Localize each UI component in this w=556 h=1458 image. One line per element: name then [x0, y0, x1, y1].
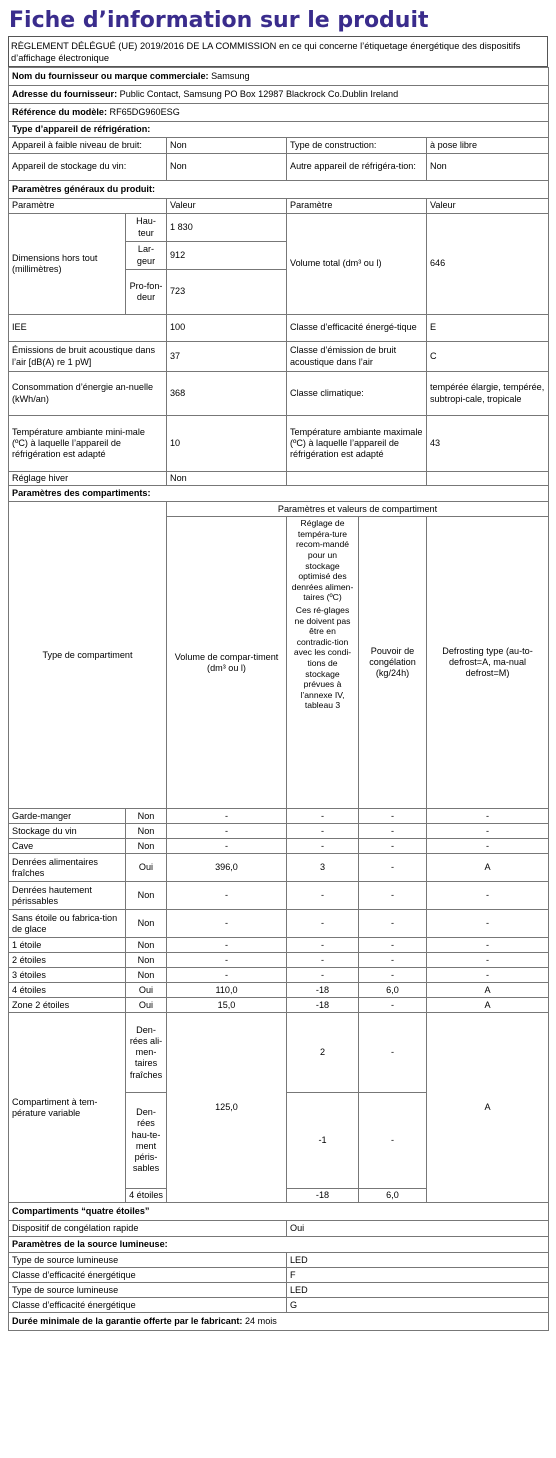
- compartment-name: 4 étoiles: [9, 983, 126, 998]
- warranty-row: [9, 1313, 549, 1331]
- compartment-present: Non: [126, 953, 167, 968]
- compartment-defrost: A: [427, 998, 549, 1013]
- col-header-temperature-b: Ces ré-glages ne doivent pas être en contradic-tion avec les condi-tions de stockage prévues à l’annexe IV, tableau 3: [293, 604, 352, 711]
- other-appliance-label: Autre appareil de réfrigéra-tion:: [287, 154, 427, 181]
- compartment-name: Denrées hautement périssables: [9, 882, 126, 910]
- max-temp-value: 43: [427, 416, 549, 472]
- supplier-value: Samsung: [211, 70, 250, 81]
- energy-class-value: E: [427, 315, 549, 342]
- winter-setting-value: Non: [167, 472, 287, 486]
- climate-class-label: Classe climatique:: [287, 372, 427, 416]
- climate-class-value: tempérée élargie, tempérée, subtropi-cale, tropicale: [427, 372, 549, 416]
- variable-sub-temp: -18: [287, 1189, 359, 1203]
- variable-sub-freeze: -: [359, 1093, 427, 1189]
- table-row: [9, 854, 549, 882]
- noise-label: Émissions de bruit acoustique dans l’air [dB(A) re 1 pW]: [9, 342, 167, 372]
- low-noise-label: Appareil à faible niveau de bruit:: [9, 138, 167, 154]
- table-row: [9, 882, 549, 910]
- table-row: [9, 938, 549, 953]
- dimensions-label: Dimensions hors tout (millimètres): [9, 214, 126, 315]
- energy-class-label: Classe d’efficacité énergé-tique: [287, 315, 427, 342]
- compartment-freeze: 6,0: [359, 983, 427, 998]
- annual-energy-value: 368: [167, 372, 287, 416]
- col-header-param: Paramètre: [9, 199, 167, 214]
- col-header-compartment-type: Type de compartiment: [9, 502, 167, 809]
- compartment-name: Stockage du vin: [9, 824, 126, 839]
- compartment-present: Oui: [126, 983, 167, 998]
- compartment-volume: -: [167, 824, 287, 839]
- compartment-defrost: -: [427, 839, 549, 854]
- table-row: [9, 824, 549, 839]
- iee-label: IEE: [9, 315, 167, 342]
- light-row-value: LED: [287, 1253, 549, 1268]
- depth-value: 723: [167, 270, 287, 315]
- compartment-present: Non: [126, 824, 167, 839]
- page-title: Fiche d’information sur le produit: [9, 8, 429, 33]
- compartment-present: Non: [126, 910, 167, 938]
- compartment-present: Non: [126, 882, 167, 910]
- min-temp-value: 10: [167, 416, 287, 472]
- compartment-defrost: -: [427, 882, 549, 910]
- compartment-defrost: -: [427, 809, 549, 824]
- compartment-present: Non: [126, 809, 167, 824]
- address-value: Public Contact, Samsung PO Box 12987 Blackrock Co.Dublin Ireland: [119, 88, 399, 99]
- compartment-name: 3 étoiles: [9, 968, 126, 983]
- compartment-name: Sans étoile ou fabrica-tion de glace: [9, 910, 126, 938]
- variable-compartment-volume: 125,0: [167, 1013, 287, 1203]
- light-row-label: Classe d’efficacité énergétique: [9, 1298, 287, 1313]
- compartment-name: Garde-manger: [9, 809, 126, 824]
- col-header-temperature: [287, 517, 359, 809]
- supplier-label: Nom du fournisseur ou marque commerciale:: [12, 70, 209, 81]
- col-header-defrost: Defrosting type (au-to-defrost=A, ma-nual defrost=M): [427, 517, 549, 809]
- warranty-label: Durée minimale de la garantie offerte par le fabricant:: [12, 1316, 243, 1327]
- regulation-text: RÈGLEMENT DÉLÉGUÉ (UE) 2019/2016 DE LA COMMISSION en ce qui concerne l’étiquetage énergétique des dispositifs d’affichage électronique: [8, 36, 548, 67]
- table-row: [9, 968, 549, 983]
- address-label: Adresse du fournisseur:: [12, 88, 118, 99]
- construction-label: Type de construction:: [287, 138, 427, 154]
- compartment-params-header: Paramètres des compartiments:: [9, 486, 549, 502]
- model-label: Référence du modèle:: [12, 106, 108, 117]
- iee-value: 100: [167, 315, 287, 342]
- variable-sub-name: Den-rées ali-men-taires fraîches: [126, 1013, 167, 1093]
- compartment-volume: -: [167, 809, 287, 824]
- table-row: [9, 839, 549, 854]
- compartment-freeze: -: [359, 809, 427, 824]
- compartment-freeze: -: [359, 998, 427, 1013]
- height-label: Hau-teur: [126, 214, 167, 242]
- col-header-param-2: Paramètre: [287, 199, 427, 214]
- col-header-volume: Volume de compar-timent (dm³ ou l): [167, 517, 287, 809]
- warranty-value: 24 mois: [244, 1316, 277, 1327]
- variable-sub-temp: 2: [287, 1013, 359, 1093]
- product-info-table: [8, 67, 549, 1331]
- depth-label: Pro-fon-deur: [126, 270, 167, 315]
- compartment-volume: -: [167, 839, 287, 854]
- table-row: [9, 998, 549, 1013]
- general-params-header: Paramètres généraux du produit:: [9, 181, 549, 199]
- col-header-temperature-a: Réglage de tempéra-ture recom-mandé pour un stockage optimisé des denrées alimen-taires (ºC): [291, 518, 354, 603]
- compartment-temp: -: [287, 953, 359, 968]
- total-volume-value: 646: [427, 214, 549, 315]
- compartment-present: Non: [126, 839, 167, 854]
- compartment-temp: -: [287, 910, 359, 938]
- compartment-present: Oui: [126, 854, 167, 882]
- min-temp-label: Température ambiante mini-male (ºC) à laquelle l’appareil de réfrigération est adapté: [9, 416, 167, 472]
- compartment-volume: -: [167, 938, 287, 953]
- compartment-freeze: -: [359, 910, 427, 938]
- variable-sub-freeze: 6,0: [359, 1189, 427, 1203]
- compartment-freeze: -: [359, 824, 427, 839]
- fast-freeze-label: Dispositif de congélation rapide: [9, 1221, 287, 1237]
- noise-value: 37: [167, 342, 287, 372]
- variable-sub-name: 4 étoiles: [126, 1189, 167, 1203]
- compartment-temp: -18: [287, 983, 359, 998]
- height-value: 1 830: [167, 214, 287, 242]
- winter-setting-label: Réglage hiver: [9, 472, 167, 486]
- annual-energy-label: Consommation d’énergie an-nuelle (kWh/an): [9, 372, 167, 416]
- compartment-freeze: -: [359, 953, 427, 968]
- compartment-temp: -: [287, 839, 359, 854]
- compartment-present: Oui: [126, 998, 167, 1013]
- model-value: RF65DG960ESG: [109, 106, 180, 117]
- compartment-defrost: -: [427, 953, 549, 968]
- table-row: [9, 953, 549, 968]
- light-source-header: Paramètres de la source lumineuse:: [9, 1237, 549, 1253]
- table-row: [9, 910, 549, 938]
- width-value: 912: [167, 242, 287, 270]
- compartment-temp: -: [287, 809, 359, 824]
- variable-sub-name: Den-rées hau-te-ment péris-sables: [126, 1093, 167, 1189]
- compartment-defrost: -: [427, 824, 549, 839]
- col-header-value: Valeur: [167, 199, 287, 214]
- compartment-volume: -: [167, 882, 287, 910]
- compartment-temp: -: [287, 968, 359, 983]
- noise-class-value: C: [427, 342, 549, 372]
- low-noise-value: Non: [167, 138, 287, 154]
- address-row: [9, 86, 549, 104]
- wine-appliance-label: Appareil de stockage du vin:: [9, 154, 167, 181]
- compartment-name: Zone 2 étoiles: [9, 998, 126, 1013]
- compartment-volume: -: [167, 910, 287, 938]
- compartment-temp: -18: [287, 998, 359, 1013]
- compartment-defrost: -: [427, 910, 549, 938]
- variable-compartment-row: [9, 1013, 549, 1093]
- four-star-header: Compartiments “quatre étoiles”: [9, 1203, 549, 1221]
- compartment-volume: -: [167, 968, 287, 983]
- light-row-value: F: [287, 1268, 549, 1283]
- supplier-row: [9, 68, 549, 86]
- compartment-name: 2 étoiles: [9, 953, 126, 968]
- appliance-type-header: Type d’appareil de réfrigération:: [9, 122, 549, 138]
- variable-sub-freeze: -: [359, 1013, 427, 1093]
- variable-sub-temp: -1: [287, 1093, 359, 1189]
- compartment-freeze: -: [359, 968, 427, 983]
- compartment-name: 1 étoile: [9, 938, 126, 953]
- compartment-volume: 110,0: [167, 983, 287, 998]
- compartment-name: Cave: [9, 839, 126, 854]
- compartment-volume: 396,0: [167, 854, 287, 882]
- table-row: [9, 809, 549, 824]
- compartment-name: Denrées alimentaires fraîches: [9, 854, 126, 882]
- compartment-defrost: A: [427, 854, 549, 882]
- light-row-label: Classe d’efficacité énergétique: [9, 1268, 287, 1283]
- width-label: Lar-geur: [126, 242, 167, 270]
- compartment-present: Non: [126, 938, 167, 953]
- variable-compartment-defrost: A: [427, 1013, 549, 1203]
- compartment-temp: -: [287, 824, 359, 839]
- noise-class-label: Classe d’émission de bruit acoustique dans l’air: [287, 342, 427, 372]
- col-header-freezing: Pouvoir de congélation (kg/24h): [359, 517, 427, 809]
- compartment-temp: 3: [287, 854, 359, 882]
- wine-appliance-value: Non: [167, 154, 287, 181]
- table-row: [9, 983, 549, 998]
- compartment-present: Non: [126, 968, 167, 983]
- light-row-value: G: [287, 1298, 549, 1313]
- compartment-freeze: -: [359, 938, 427, 953]
- variable-compartment-name: Compartiment à tem-pérature variable: [9, 1013, 126, 1203]
- compartment-freeze: -: [359, 839, 427, 854]
- col-header-compartment-group: Paramètres et valeurs de compartiment: [167, 502, 549, 517]
- compartment-temp: -: [287, 938, 359, 953]
- total-volume-label: Volume total (dm³ ou l): [287, 214, 427, 315]
- max-temp-label: Température ambiante maximale (ºC) à laquelle l’appareil de réfrigération est adapté: [287, 416, 427, 472]
- compartment-defrost: -: [427, 938, 549, 953]
- compartment-freeze: -: [359, 854, 427, 882]
- compartment-volume: -: [167, 953, 287, 968]
- light-row-label: Type de source lumineuse: [9, 1253, 287, 1268]
- product-information-sheet: [8, 8, 548, 1331]
- compartment-volume: 15,0: [167, 998, 287, 1013]
- compartment-defrost: -: [427, 968, 549, 983]
- col-header-value-2: Valeur: [427, 199, 549, 214]
- other-appliance-value: Non: [427, 154, 549, 181]
- compartment-freeze: -: [359, 882, 427, 910]
- light-row-value: LED: [287, 1283, 549, 1298]
- compartment-defrost: A: [427, 983, 549, 998]
- light-row-label: Type de source lumineuse: [9, 1283, 287, 1298]
- construction-value: à pose libre: [427, 138, 549, 154]
- fast-freeze-value: Oui: [287, 1221, 549, 1237]
- compartment-temp: -: [287, 882, 359, 910]
- model-row: [9, 104, 549, 122]
